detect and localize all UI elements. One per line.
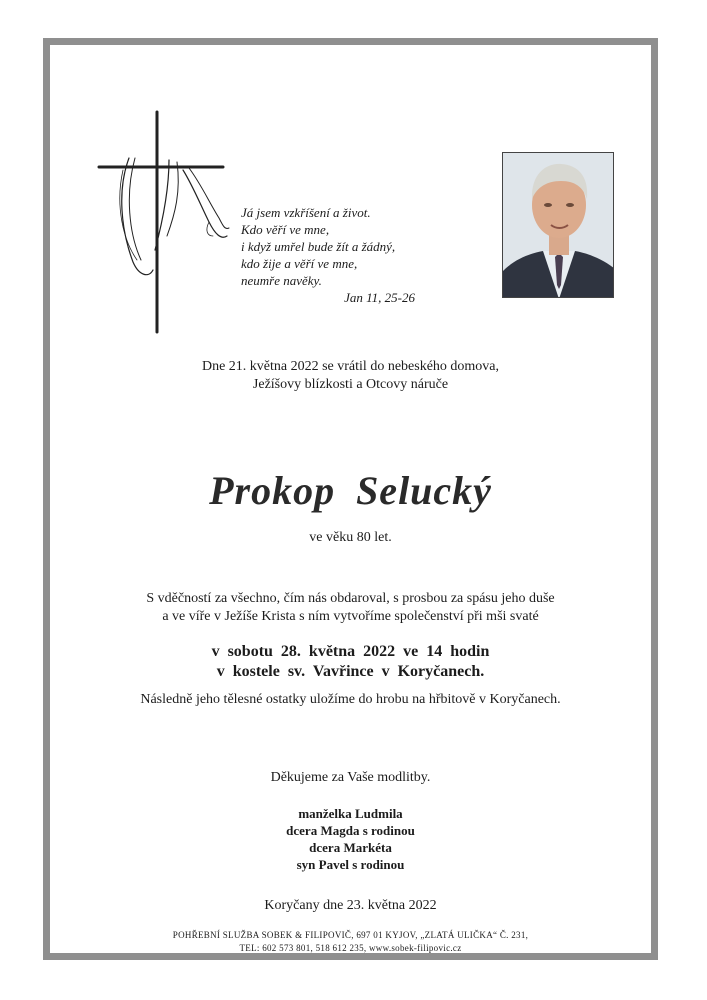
verse-line: i když umřel bude žít a žádný, — [241, 239, 396, 254]
place-and-date: Koryčany dne 23. května 2022 — [264, 898, 437, 913]
family-member: syn Pavel s rodinou — [296, 857, 405, 872]
portrait-image — [503, 153, 614, 298]
funeral-service-footer — [43, 929, 658, 955]
verse-reference: Jan 11, 25-26 — [344, 290, 415, 305]
burial-note: Následně jeho tělesné ostatky uložíme do hrobu na hřbitově v Koryčanech. — [140, 692, 561, 707]
service-intro-line: a ve víře v Ježíše Krista s ním vytvoříme společenství při mši svaté — [162, 609, 539, 624]
ceremony-place: v kostele sv. Vavřince v Koryčanech. — [216, 663, 485, 680]
verse-line: Já jsem vzkříšení a život. — [241, 205, 371, 220]
footer-line: TEL: 602 573 801, 518 612 235, www.sobek-filipovic.cz — [239, 943, 462, 953]
verse-line: neumře navěky. — [241, 273, 322, 288]
service-intro — [43, 590, 658, 626]
portrait-photo — [502, 152, 614, 298]
bible-verse — [241, 204, 461, 306]
service-intro-line: S vděčností za všechno, čím nás obdaroval, s prosbou za spásu jeho duše — [146, 591, 555, 606]
deceased-name: Prokop Selucký — [209, 468, 492, 513]
verse-line: Kdo věří ve mne, — [241, 222, 330, 237]
family-list — [43, 805, 658, 873]
announcement-line: Dne 21. května 2022 se vrátil do nebeského domova, — [201, 359, 500, 374]
family-member: manželka Ludmila — [298, 806, 403, 821]
cross-with-cloth-icon — [97, 110, 232, 335]
ceremony-details — [43, 642, 658, 682]
death-announcement — [43, 358, 658, 394]
footer-line: POHŘEBNÍ SLUŽBA SOBEK & FILIPOVIČ, 697 01 KYJOV, „ZLATÁ ULIČKA“ Č. 231, — [172, 930, 529, 940]
announcement-line: Ježíšovy blízkosti a Otcovy náruče — [252, 377, 449, 392]
thanks-note: Děkujeme za Vaše modlitby. — [270, 770, 431, 785]
verse-line: kdo žije a věří ve mne, — [241, 256, 358, 271]
ceremony-date: v sobotu 28. května 2022 ve 14 hodin — [211, 643, 490, 660]
family-member: dcera Magda s rodinou — [286, 823, 415, 838]
family-member: dcera Markéta — [309, 840, 392, 855]
deceased-age: ve věku 80 let. — [309, 530, 392, 545]
